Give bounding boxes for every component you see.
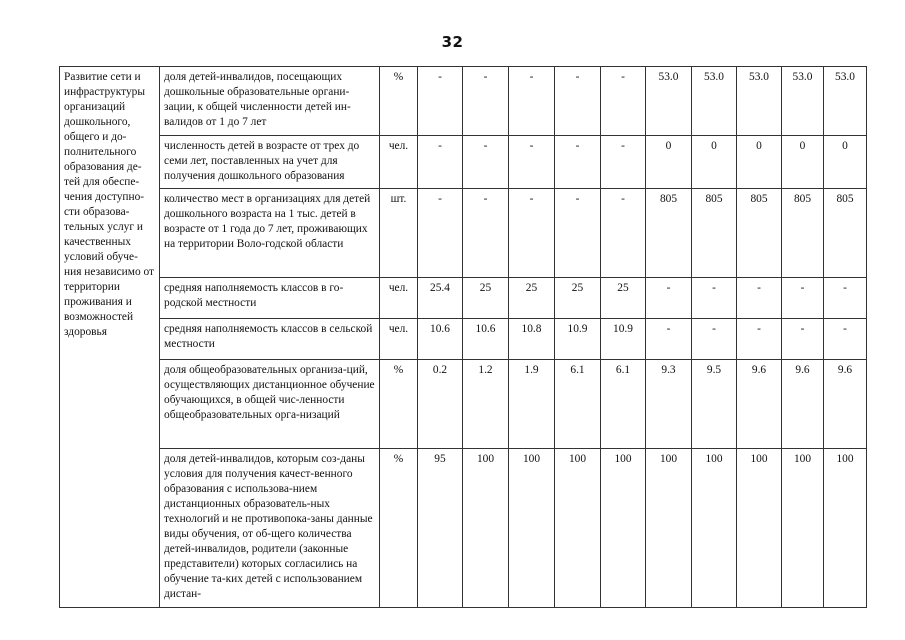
unit-cell: чел. xyxy=(380,136,418,189)
value-cell: 100 xyxy=(555,449,601,608)
table-row xyxy=(60,360,867,449)
value-cell: 53.0 xyxy=(646,67,692,136)
value-cell: - xyxy=(646,319,692,360)
value-cell: 805 xyxy=(824,189,867,278)
table-row xyxy=(60,278,867,319)
table-row xyxy=(60,449,867,608)
value-cell: 0 xyxy=(782,136,824,189)
value-cell: 1.2 xyxy=(463,360,509,449)
section-title-cell: Развитие сети и инфраструктуры организаций дошкольного, общего и до-полнительного образования де-тей для обеспе-чения доступно-сти образова-тельных услуг и качественных условий обуче-ния независимо от территории проживания и возможностей здоровья xyxy=(60,67,160,608)
value-cell: 6.1 xyxy=(555,360,601,449)
value-cell: 0 xyxy=(824,136,867,189)
value-cell: - xyxy=(782,278,824,319)
value-cell: 25.4 xyxy=(418,278,463,319)
indicator-name-cell: доля детей-инвалидов, посещающих дошкольные образовательные органи-зации, к общей численности детей ин-валидов от 1 до 7 лет xyxy=(160,67,380,136)
indicator-name-cell: численность детей в возрасте от трех до семи лет, поставленных на учет для получения дошкольного образования xyxy=(160,136,380,189)
value-cell: - xyxy=(463,136,509,189)
table-body xyxy=(60,67,867,608)
value-cell: 805 xyxy=(692,189,737,278)
value-cell: 100 xyxy=(824,449,867,608)
value-cell: 100 xyxy=(737,449,782,608)
value-cell: - xyxy=(555,189,601,278)
value-cell: 100 xyxy=(463,449,509,608)
value-cell: - xyxy=(782,319,824,360)
unit-cell: % xyxy=(380,67,418,136)
unit-cell: чел. xyxy=(380,319,418,360)
value-cell: - xyxy=(824,319,867,360)
value-cell: - xyxy=(418,136,463,189)
unit-cell: шт. xyxy=(380,189,418,278)
indicators-table xyxy=(59,66,867,608)
value-cell: - xyxy=(418,189,463,278)
table-row xyxy=(60,319,867,360)
value-cell: 805 xyxy=(737,189,782,278)
value-cell: 9.6 xyxy=(824,360,867,449)
value-cell: - xyxy=(418,67,463,136)
value-cell: - xyxy=(555,136,601,189)
value-cell: - xyxy=(509,136,555,189)
value-cell: 10.6 xyxy=(418,319,463,360)
value-cell: 10.9 xyxy=(601,319,646,360)
value-cell: 25 xyxy=(555,278,601,319)
unit-cell: чел. xyxy=(380,278,418,319)
value-cell: 10.8 xyxy=(509,319,555,360)
value-cell: 9.6 xyxy=(782,360,824,449)
table-row xyxy=(60,189,867,278)
indicator-name-cell: средняя наполняемость классов в го-родской местности xyxy=(160,278,380,319)
value-cell: 10.9 xyxy=(555,319,601,360)
unit-cell: % xyxy=(380,449,418,608)
value-cell: 805 xyxy=(646,189,692,278)
value-cell: - xyxy=(646,278,692,319)
value-cell: - xyxy=(601,136,646,189)
value-cell: 53.0 xyxy=(824,67,867,136)
value-cell: 10.6 xyxy=(463,319,509,360)
value-cell: 25 xyxy=(509,278,555,319)
value-cell: - xyxy=(692,278,737,319)
value-cell: 95 xyxy=(418,449,463,608)
value-cell: - xyxy=(692,319,737,360)
value-cell: 100 xyxy=(509,449,555,608)
value-cell: - xyxy=(463,67,509,136)
value-cell: 53.0 xyxy=(737,67,782,136)
table-row xyxy=(60,67,867,136)
value-cell: - xyxy=(737,319,782,360)
value-cell: 0 xyxy=(646,136,692,189)
value-cell: - xyxy=(601,67,646,136)
value-cell: 25 xyxy=(601,278,646,319)
indicator-name-cell: средняя наполняемость классов в сельской местности xyxy=(160,319,380,360)
value-cell: 53.0 xyxy=(782,67,824,136)
unit-cell: % xyxy=(380,360,418,449)
value-cell: - xyxy=(737,278,782,319)
value-cell: - xyxy=(509,67,555,136)
value-cell: 100 xyxy=(782,449,824,608)
value-cell: 53.0 xyxy=(692,67,737,136)
value-cell: 0.2 xyxy=(418,360,463,449)
value-cell: - xyxy=(463,189,509,278)
indicator-name-cell: доля детей-инвалидов, которым соз-даны условия для получения качест-венного образования с использова-нием дистанционных образователь-ных технологий и не противопока-заны данные виды обучения, от об-щего количества детей-инвалидов, родители (законные представители) которых согласились на обучение та-ких детей с использованием дистан- xyxy=(160,449,380,608)
page-number: 32 xyxy=(441,33,464,51)
value-cell: 9.6 xyxy=(737,360,782,449)
value-cell: 9.5 xyxy=(692,360,737,449)
value-cell: 9.3 xyxy=(646,360,692,449)
value-cell: 1.9 xyxy=(509,360,555,449)
value-cell: 100 xyxy=(646,449,692,608)
value-cell: - xyxy=(824,278,867,319)
value-cell: 0 xyxy=(692,136,737,189)
indicator-name-cell: доля общеобразовательных организа-ций, осуществляющих дистанционное обучение обучающихся, в общей чис-ленности общеобразовательных орга-низаций xyxy=(160,360,380,449)
value-cell: 100 xyxy=(601,449,646,608)
value-cell: 100 xyxy=(692,449,737,608)
value-cell: 25 xyxy=(463,278,509,319)
value-cell: - xyxy=(555,67,601,136)
value-cell: - xyxy=(509,189,555,278)
value-cell: 805 xyxy=(782,189,824,278)
value-cell: - xyxy=(601,189,646,278)
value-cell: 0 xyxy=(737,136,782,189)
indicator-name-cell: количество мест в организациях для детей дошкольного возраста на 1 тыс. детей в возрасте от 1 года до 7 лет, проживающих на территории Воло-годской области xyxy=(160,189,380,278)
value-cell: 6.1 xyxy=(601,360,646,449)
table-row xyxy=(60,136,867,189)
